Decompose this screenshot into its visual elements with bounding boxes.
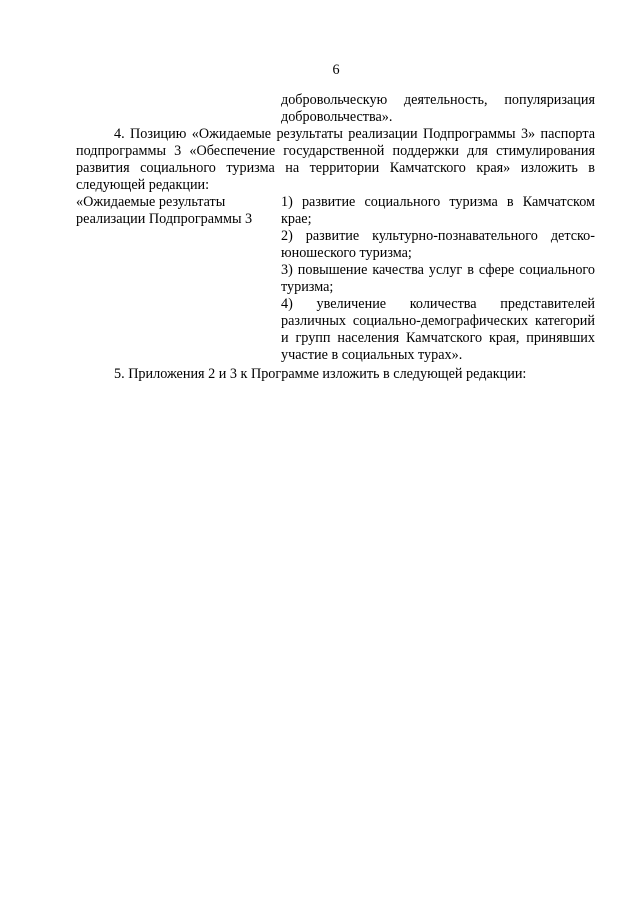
position-item-3: 3) повышение качества услуг в сфере социального туризма; (281, 262, 595, 295)
position-item-1: 1) развитие социального туризма в Камчатском крае; (281, 194, 595, 227)
position-table (76, 194, 595, 364)
position-label: «Ожидаемые результаты реализации Подпрограммы 3 (76, 194, 253, 227)
paragraph-item-5: 5. Приложения 2 и 3 к Программе изложить в следующей редакции: (114, 366, 527, 382)
continuation-text: добровольческую деятельность, популяризация добровольчества». (281, 92, 595, 125)
position-items (281, 194, 595, 364)
page-number: 6 (332, 62, 340, 78)
position-item-2: 2) развитие культурно-познавательного детско-юношеского туризма; (281, 228, 595, 261)
paragraph-item-4 (76, 126, 595, 194)
position-item-4: 4) увеличение количества представителей различных социально-демографических категорий и групп населения Камчатского края, принявших участие в социальных турах». (281, 296, 595, 363)
paragraph-item-4-text: 4. Позицию «Ожидаемые результаты реализации Подпрограммы 3» паспорта подпрограммы 3 «Обеспечение государственной поддержки для стимулирования развития социального туризма на территории Камчатского края» изложить в следующей редакции: (76, 126, 595, 193)
